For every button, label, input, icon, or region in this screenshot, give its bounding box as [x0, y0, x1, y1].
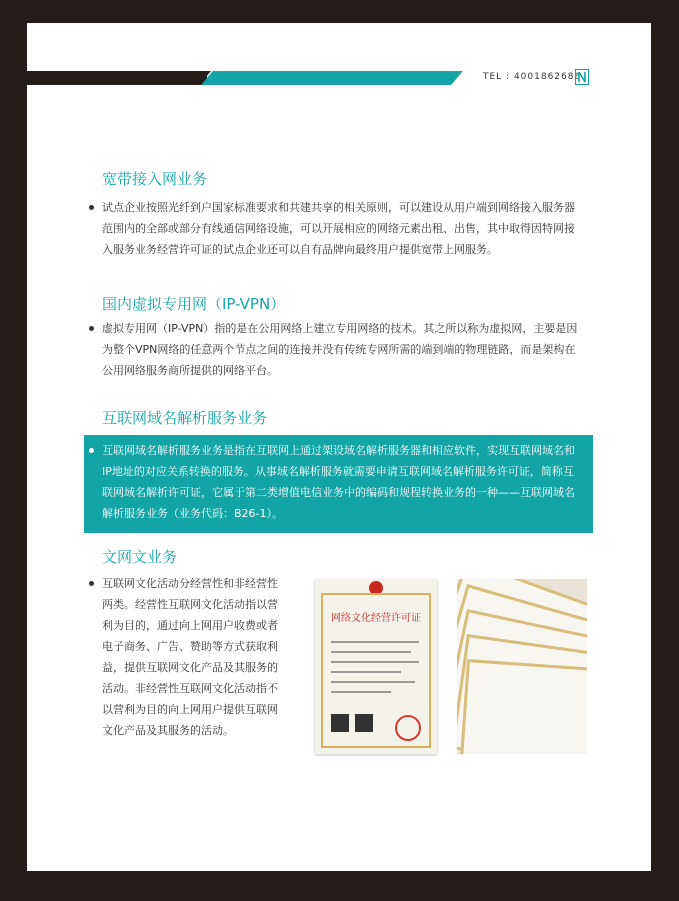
official-stamp-icon	[395, 715, 421, 741]
text-line: 范围内的全部或部分有线通信网络设施，可以开展相应的网络元素出租、出售，其中取得因特网接	[102, 222, 575, 235]
certificate-text-line	[331, 691, 391, 693]
text-line: 试点企业按照光纤到户国家标准要求和共建共享的相关原则，可以建设从用户端到网络接入服务器	[102, 201, 575, 214]
bullet-icon	[89, 326, 94, 331]
certificate-text-line	[331, 681, 415, 683]
text-line: 解析服务业务（业务代码：B26-1）。	[102, 507, 284, 520]
text-line: 虚拟专用网（IP-VPN）指的是在公用网络上建立专用网络的技术。其之所以称为虚拟网，主要是因	[102, 322, 578, 335]
certificate-sheet	[459, 659, 587, 754]
text-line: IP地址的对应关系转换的服务。从事域名解析服务就需要申请互联网域名解析服务许可证，简称互	[102, 465, 574, 478]
brand-logo-icon	[575, 69, 589, 85]
certificate-text-line	[331, 661, 419, 663]
license-certificate-image	[315, 579, 437, 754]
text-line: 互联网域名解析服务业务是指在互联网上通过架设域名解析服务器和相应软件，实现互联网域名和	[102, 444, 575, 457]
certificate-title: 网络文化经营许可证	[331, 613, 421, 624]
text-line: 互联网文化活动分经营性和非经营性	[102, 577, 278, 590]
text-line: 为整个VPN网络的任意两个节点之间的连接并没有传统专网所需的端到端的物理链路，而是架构在	[102, 343, 576, 356]
section-body-dns	[89, 440, 589, 524]
section-title-dns: 互联网域名解析服务业务	[102, 409, 268, 427]
section-body-ipvpn	[89, 318, 589, 381]
document-page	[27, 23, 651, 871]
text-line: 以营利为目的向上网用户提供互联网	[102, 703, 278, 716]
qr-code-icon	[331, 714, 349, 732]
header-tel: TEL : 4001862686	[483, 72, 582, 82]
certificate-text-line	[331, 671, 401, 673]
section-body-broadband	[89, 197, 589, 260]
text-line: 电子商务、广告、赞助等方式获取利	[102, 640, 278, 653]
text-line: 活动。非经营性互联网文化活动指不	[102, 682, 278, 695]
text-line: 入服务业务经营许可证的试点企业还可以自有品牌向最终用户提供宽带上网服务。	[102, 243, 498, 256]
text-line: 利为目的，通过向上网用户收费或者	[102, 619, 278, 632]
section-body-culture	[89, 573, 299, 741]
bullet-icon	[89, 205, 94, 210]
qr-code-icon	[355, 714, 373, 732]
text-line: 联网域名解析许可证，它属于第二类增值电信业务中的编码和规程转换业务的一种——互联网域名	[102, 486, 575, 499]
section-title-broadband: 宽带接入网业务	[102, 170, 208, 188]
highlight-box-dns	[84, 435, 593, 533]
header-band-teal	[201, 71, 463, 85]
section-title-ipvpn: 国内虚拟专用网（IP-VPN）	[102, 295, 286, 313]
text-line: 益，提供互联网文化产品及其服务的	[102, 661, 278, 674]
section-title-culture: 文网文业务	[102, 548, 178, 566]
certificate-stack-image	[457, 579, 587, 754]
certificate-text-line	[331, 641, 419, 643]
certificate-text-line	[331, 651, 411, 653]
text-line: 公用网络服务商所提供的网络平台。	[102, 364, 278, 377]
bullet-icon	[89, 581, 94, 586]
text-line: 文化产品及其服务的活动。	[102, 724, 234, 737]
bullet-icon	[89, 448, 94, 453]
text-line: 两类。经营性互联网文化活动指以营	[102, 598, 278, 611]
header-band-dark	[27, 71, 207, 85]
